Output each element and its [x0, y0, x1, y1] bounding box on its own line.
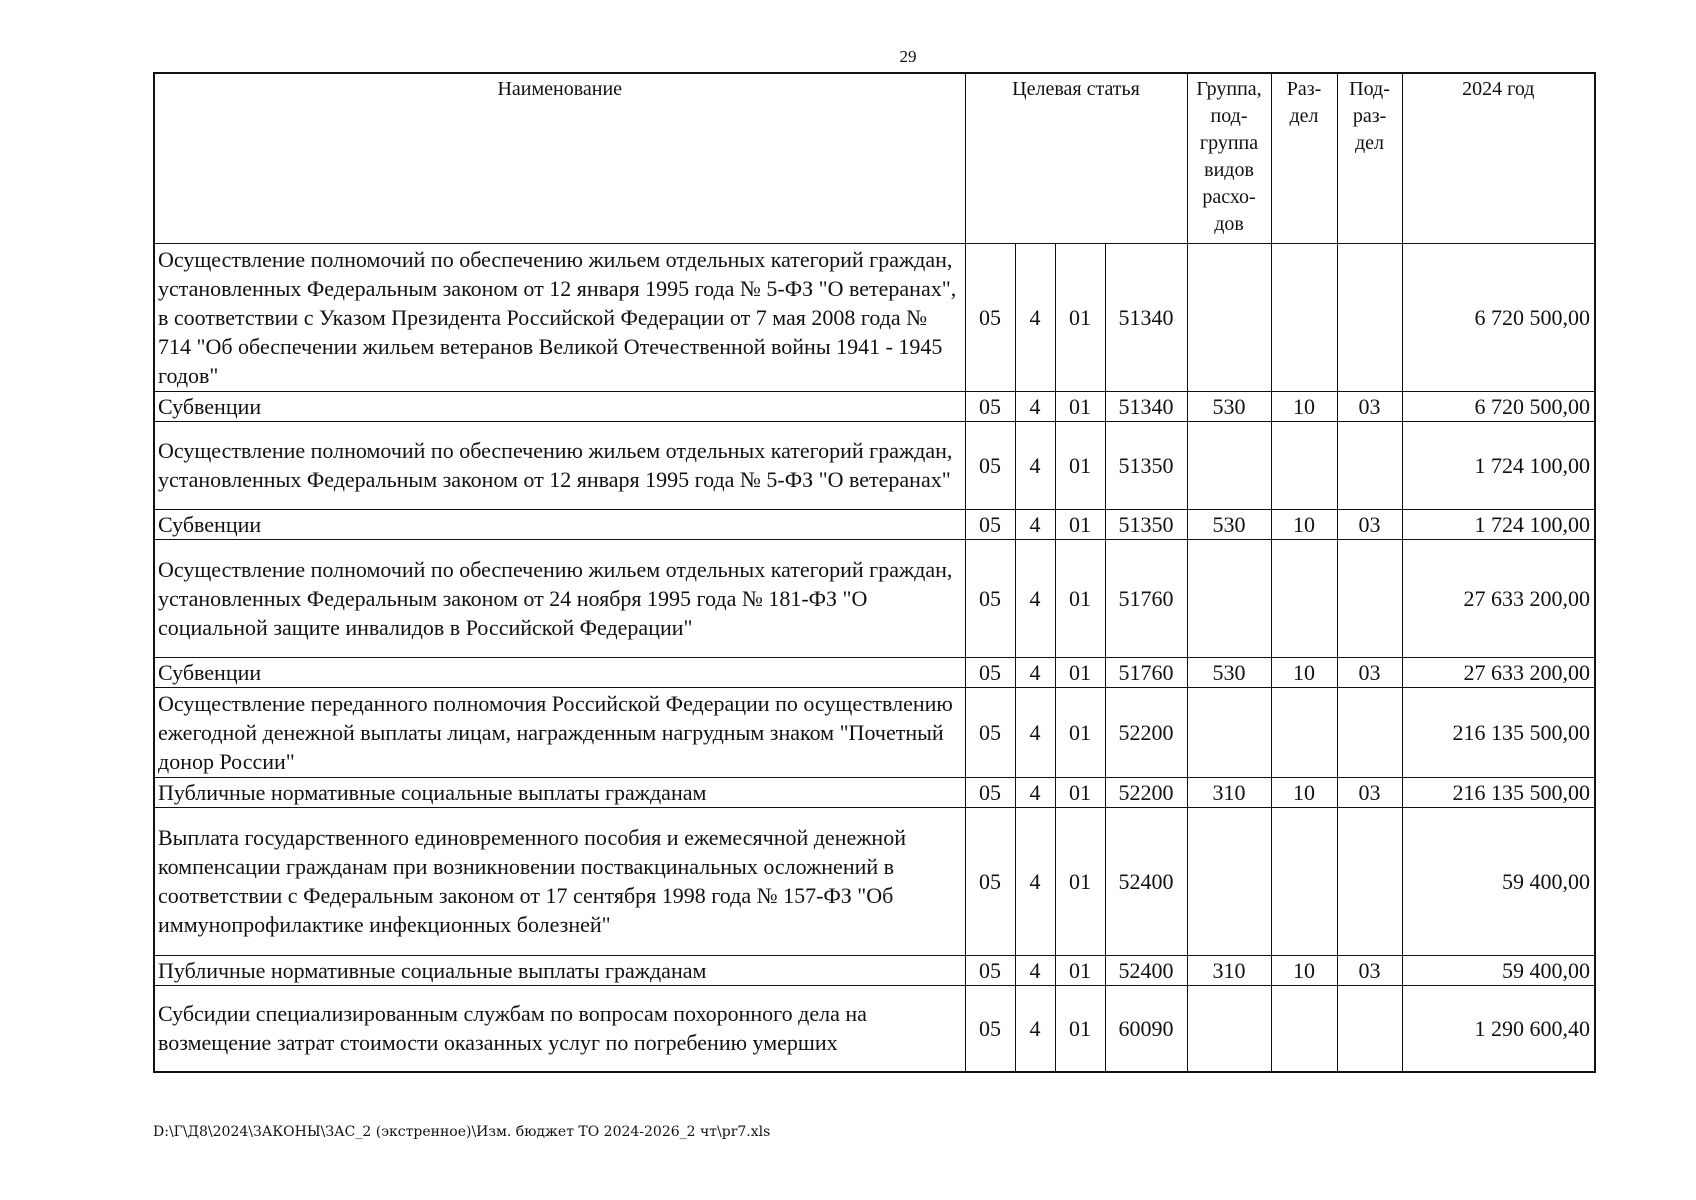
row-code-type: 4: [1015, 777, 1055, 807]
row-code-main: 01: [1055, 391, 1105, 421]
row-expense-group: [1187, 243, 1271, 391]
row-amount: 59 400,00: [1402, 955, 1595, 985]
row-amount: 1 724 100,00: [1402, 421, 1595, 509]
row-subsection: [1337, 687, 1402, 777]
row-code-direction: 60090: [1105, 985, 1187, 1072]
row-code-direction: 51760: [1105, 539, 1187, 657]
row-subsection: [1337, 243, 1402, 391]
row-code-program: 05: [965, 657, 1015, 687]
header-subsection: Под- раз- дел: [1337, 73, 1402, 243]
row-code-program: 05: [965, 391, 1015, 421]
row-code-type: 4: [1015, 539, 1055, 657]
row-code-type: 4: [1015, 391, 1055, 421]
row-code-direction: 52400: [1105, 807, 1187, 955]
row-name: Субвенции: [154, 657, 965, 687]
row-code-program: 05: [965, 777, 1015, 807]
row-expense-group: 310: [1187, 955, 1271, 985]
table-row: [154, 955, 1595, 985]
row-subsection: 03: [1337, 391, 1402, 421]
row-amount: 1 724 100,00: [1402, 509, 1595, 539]
row-section: [1271, 985, 1337, 1072]
row-code-type: 4: [1015, 243, 1055, 391]
row-section: [1271, 807, 1337, 955]
row-expense-group: 530: [1187, 391, 1271, 421]
row-code-program: 05: [965, 985, 1015, 1072]
row-name: Публичные нормативные социальные выплаты гражданам: [154, 777, 965, 807]
table-row: [154, 421, 1595, 509]
page-number: 29: [899, 47, 917, 66]
row-subsection: 03: [1337, 955, 1402, 985]
row-name: Осуществление переданного полномочия Российской Федерации по осуществлению ежегодной денежной выплаты лицам, награжденным нагрудным знаком "Почетный донор России": [154, 687, 965, 777]
row-section: [1271, 243, 1337, 391]
row-section: [1271, 687, 1337, 777]
row-subsection: 03: [1337, 509, 1402, 539]
row-subsection: [1337, 985, 1402, 1072]
table-row: [154, 777, 1595, 807]
budget-table: [153, 72, 1596, 1073]
row-code-program: 05: [965, 243, 1015, 391]
table-header-row: [154, 73, 1595, 243]
row-name: Осуществление полномочий по обеспечению жильем отдельных категорий граждан, установленных Федеральным законом от 12 января 1995 года № 5-ФЗ "О ветеранах": [154, 421, 965, 509]
row-code-direction: 51340: [1105, 391, 1187, 421]
row-expense-group: [1187, 539, 1271, 657]
row-code-main: 01: [1055, 243, 1105, 391]
table-row: [154, 391, 1595, 421]
row-amount: 27 633 200,00: [1402, 657, 1595, 687]
row-subsection: 03: [1337, 657, 1402, 687]
row-amount: 6 720 500,00: [1402, 243, 1595, 391]
row-amount: 59 400,00: [1402, 807, 1595, 955]
row-code-type: 4: [1015, 687, 1055, 777]
row-code-direction: 51350: [1105, 509, 1187, 539]
row-code-program: 05: [965, 509, 1015, 539]
row-code-type: 4: [1015, 509, 1055, 539]
row-code-type: 4: [1015, 985, 1055, 1072]
row-section: [1271, 421, 1337, 509]
row-name: Субсидии специализированным службам по вопросам похоронного дела на возмещение затрат стоимости оказанных услуг по погребению умерших: [154, 985, 965, 1072]
header-section: Раз- дел: [1271, 73, 1337, 243]
row-code-main: 01: [1055, 985, 1105, 1072]
row-code-main: 01: [1055, 807, 1105, 955]
row-code-program: 05: [965, 687, 1015, 777]
row-code-direction: 51350: [1105, 421, 1187, 509]
row-expense-group: [1187, 807, 1271, 955]
row-expense-group: 530: [1187, 509, 1271, 539]
row-amount: 6 720 500,00: [1402, 391, 1595, 421]
row-section: 10: [1271, 777, 1337, 807]
row-expense-group: 310: [1187, 777, 1271, 807]
row-section: 10: [1271, 391, 1337, 421]
row-code-direction: 52400: [1105, 955, 1187, 985]
table-row: [154, 657, 1595, 687]
row-amount: 1 290 600,40: [1402, 985, 1595, 1072]
table-row: [154, 243, 1595, 391]
row-code-main: 01: [1055, 777, 1105, 807]
row-expense-group: [1187, 985, 1271, 1072]
row-code-main: 01: [1055, 687, 1105, 777]
footer-file-path: D:\Г\Д8\2024\ЗАКОНЫ\ЗАС_2 (экстренное)\Изм. бюджет ТО 2024-2026_2 чт\pr7.xls: [153, 1124, 771, 1140]
row-code-program: 05: [965, 539, 1015, 657]
row-code-main: 01: [1055, 509, 1105, 539]
row-section: 10: [1271, 509, 1337, 539]
row-name: Субвенции: [154, 509, 965, 539]
row-expense-group: [1187, 687, 1271, 777]
row-expense-group: 530: [1187, 657, 1271, 687]
row-code-main: 01: [1055, 421, 1105, 509]
row-expense-group: [1187, 421, 1271, 509]
row-code-type: 4: [1015, 955, 1055, 985]
row-section: 10: [1271, 657, 1337, 687]
row-name: Осуществление полномочий по обеспечению жильем отдельных категорий граждан, установленных Федеральным законом от 24 ноября 1995 года № 181-ФЗ "О социальной защите инвалидов в Российской Федерации": [154, 539, 965, 657]
row-code-program: 05: [965, 421, 1015, 509]
row-name: Публичные нормативные социальные выплаты гражданам: [154, 955, 965, 985]
row-code-type: 4: [1015, 807, 1055, 955]
row-code-main: 01: [1055, 955, 1105, 985]
row-amount: 27 633 200,00: [1402, 539, 1595, 657]
row-name: Выплата государственного единовременного пособия и ежемесячной денежной компенсации гражданам при возникновении поствакцинальных осложнений в соответствии с Федеральным законом от 17 сентября 1998 года № 157-ФЗ "Об иммунопрофилактике инфекционных болезней": [154, 807, 965, 955]
row-code-direction: 51760: [1105, 657, 1187, 687]
header-year: 2024 год: [1402, 73, 1595, 243]
row-code-direction: 52200: [1105, 687, 1187, 777]
row-code-program: 05: [965, 955, 1015, 985]
row-subsection: [1337, 421, 1402, 509]
row-amount: 216 135 500,00: [1402, 777, 1595, 807]
table-row: [154, 807, 1595, 955]
row-code-type: 4: [1015, 421, 1055, 509]
row-code-program: 05: [965, 807, 1015, 955]
header-name: Наименование: [154, 73, 965, 243]
row-code-type: 4: [1015, 657, 1055, 687]
row-name: Осуществление полномочий по обеспечению жильем отдельных категорий граждан, установленных Федеральным законом от 12 января 1995 года № 5-ФЗ "О ветеранах", в соответствии с Указом Президента Российской Федерации от 7 мая 2008 года № 714 "Об обеспечении жильем ветеранов Великой Отечественной войны 1941 - 1945 годов": [154, 243, 965, 391]
row-name: Субвенции: [154, 391, 965, 421]
row-code-main: 01: [1055, 539, 1105, 657]
table-row: [154, 509, 1595, 539]
row-code-direction: 51340: [1105, 243, 1187, 391]
header-expense-group: Группа, под- группа видов расхо- дов: [1187, 73, 1271, 243]
table-row: [154, 985, 1595, 1072]
row-code-direction: 52200: [1105, 777, 1187, 807]
row-code-main: 01: [1055, 657, 1105, 687]
row-section: [1271, 539, 1337, 657]
row-subsection: 03: [1337, 777, 1402, 807]
row-section: 10: [1271, 955, 1337, 985]
table-row: [154, 539, 1595, 657]
row-subsection: [1337, 539, 1402, 657]
row-subsection: [1337, 807, 1402, 955]
row-amount: 216 135 500,00: [1402, 687, 1595, 777]
header-target-article: Целевая статья: [965, 73, 1187, 243]
table-row: [154, 687, 1595, 777]
